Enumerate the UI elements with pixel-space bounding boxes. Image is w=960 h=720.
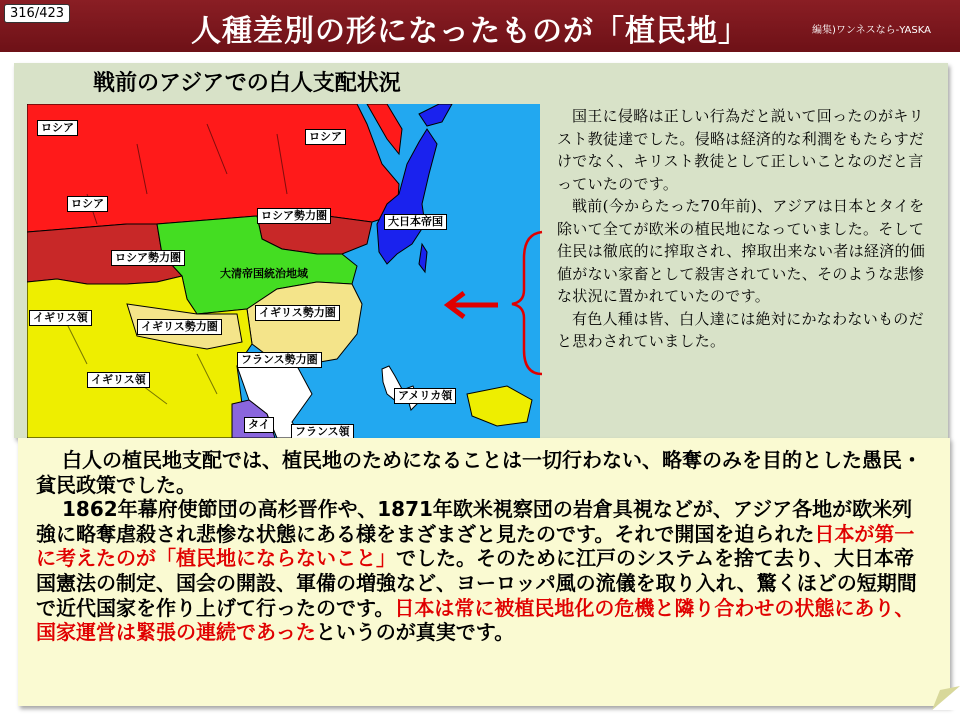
body-text-segment: 1862年幕府使節団の高杉晋作や、1871年欧米視察団の岩倉具視などが、アジア各地が欧米列強に略奪虐殺され悲惨な状態にある様をまざまざと見たのです。それで開国を迫られた: [36, 497, 913, 546]
emphasis-text: 日本が第一に考えたのが「植民地にならないこと」: [36, 521, 915, 571]
body-text-segment: というのが真実です。: [315, 620, 515, 645]
page-curl-icon: [932, 686, 960, 710]
label-russia-1: ロシア: [37, 120, 78, 136]
label-britain-sphere-east: イギリス勢力圏: [255, 305, 340, 321]
page-counter: 316/423: [4, 4, 70, 23]
emphasis-text: 日本は常に被植民地化の危機と隣り合わせの状態にあり、国家運営は緊張の連続であった: [36, 595, 915, 645]
left-brace-icon: [506, 228, 546, 378]
label-japan: 大日本帝国: [384, 214, 447, 230]
body-paragraph-2: [36, 497, 928, 645]
label-russia-sphere-west: ロシア勢力圏: [111, 250, 185, 266]
title-bar-rule: [0, 52, 960, 58]
editor-credit: 編集)ワンネスなら-YASKA: [812, 25, 931, 36]
commentary-paragraph-1: 国王に侵略は正しい行為だと説いて回ったのがキリスト教徒達でした。侵略は経済的な利潤をもたらすだけでなく、キリスト教徒として正しいことなのだと言っていたのです。: [557, 107, 925, 193]
body-paragraph-1: 白人の植民地支配では、植民地のためになることは一切行わない、略奪のみを目的とした愚民・貧民政策でした。: [36, 448, 922, 497]
label-france: フランス領: [291, 424, 354, 438]
colonial-asia-map: [27, 104, 540, 438]
label-britain-2: イギリス領: [87, 372, 150, 388]
body-text-segment: でした。そのために江戸のシステムを捨て去り、大日本帝国憲法の制定、国会の開設、軍備の増強など、ヨーロッパ風の流儀を取り入れ、驚くほどの短期間で近代国家を作り上げて行ったのです。: [36, 546, 917, 620]
label-thailand: タイ: [244, 417, 274, 433]
russia-region: [27, 104, 399, 232]
commentary-paragraph-3: 有色人種は皆、白人達には絶対にかなわないものだと思わされていました。: [557, 309, 924, 350]
label-france-sphere: フランス勢力圏: [237, 352, 322, 368]
map-caption: 戦前のアジアでの白人支配状況: [93, 71, 401, 96]
left-arrow-icon: [440, 285, 500, 325]
right-commentary: [557, 105, 927, 353]
label-russia-3: ロシア: [67, 196, 108, 212]
label-britain-1: イギリス領: [29, 310, 92, 326]
label-russia-2: ロシア: [305, 129, 346, 145]
label-britain-sphere-west: イギリス勢力圏: [137, 319, 222, 335]
slide-title: 人種差別の形になったものが「植民地」: [191, 14, 749, 49]
label-america: アメリカ領: [394, 388, 456, 404]
label-russia-sphere-east: ロシア勢力圏: [257, 208, 331, 224]
commentary-paragraph-2: 戦前(今からたった70年前)、アジアは日本とタイを除いて全てが欧米の植民地になっていました。そして住民は徹底的に搾取され、搾取出来ない者は経済的価値がない家畜として殺害されていた、そのような悲惨な状況に置かれていたのです。: [557, 197, 926, 305]
label-qing: 大清帝国統治地域: [220, 267, 308, 280]
bottom-body-text: [36, 448, 928, 645]
